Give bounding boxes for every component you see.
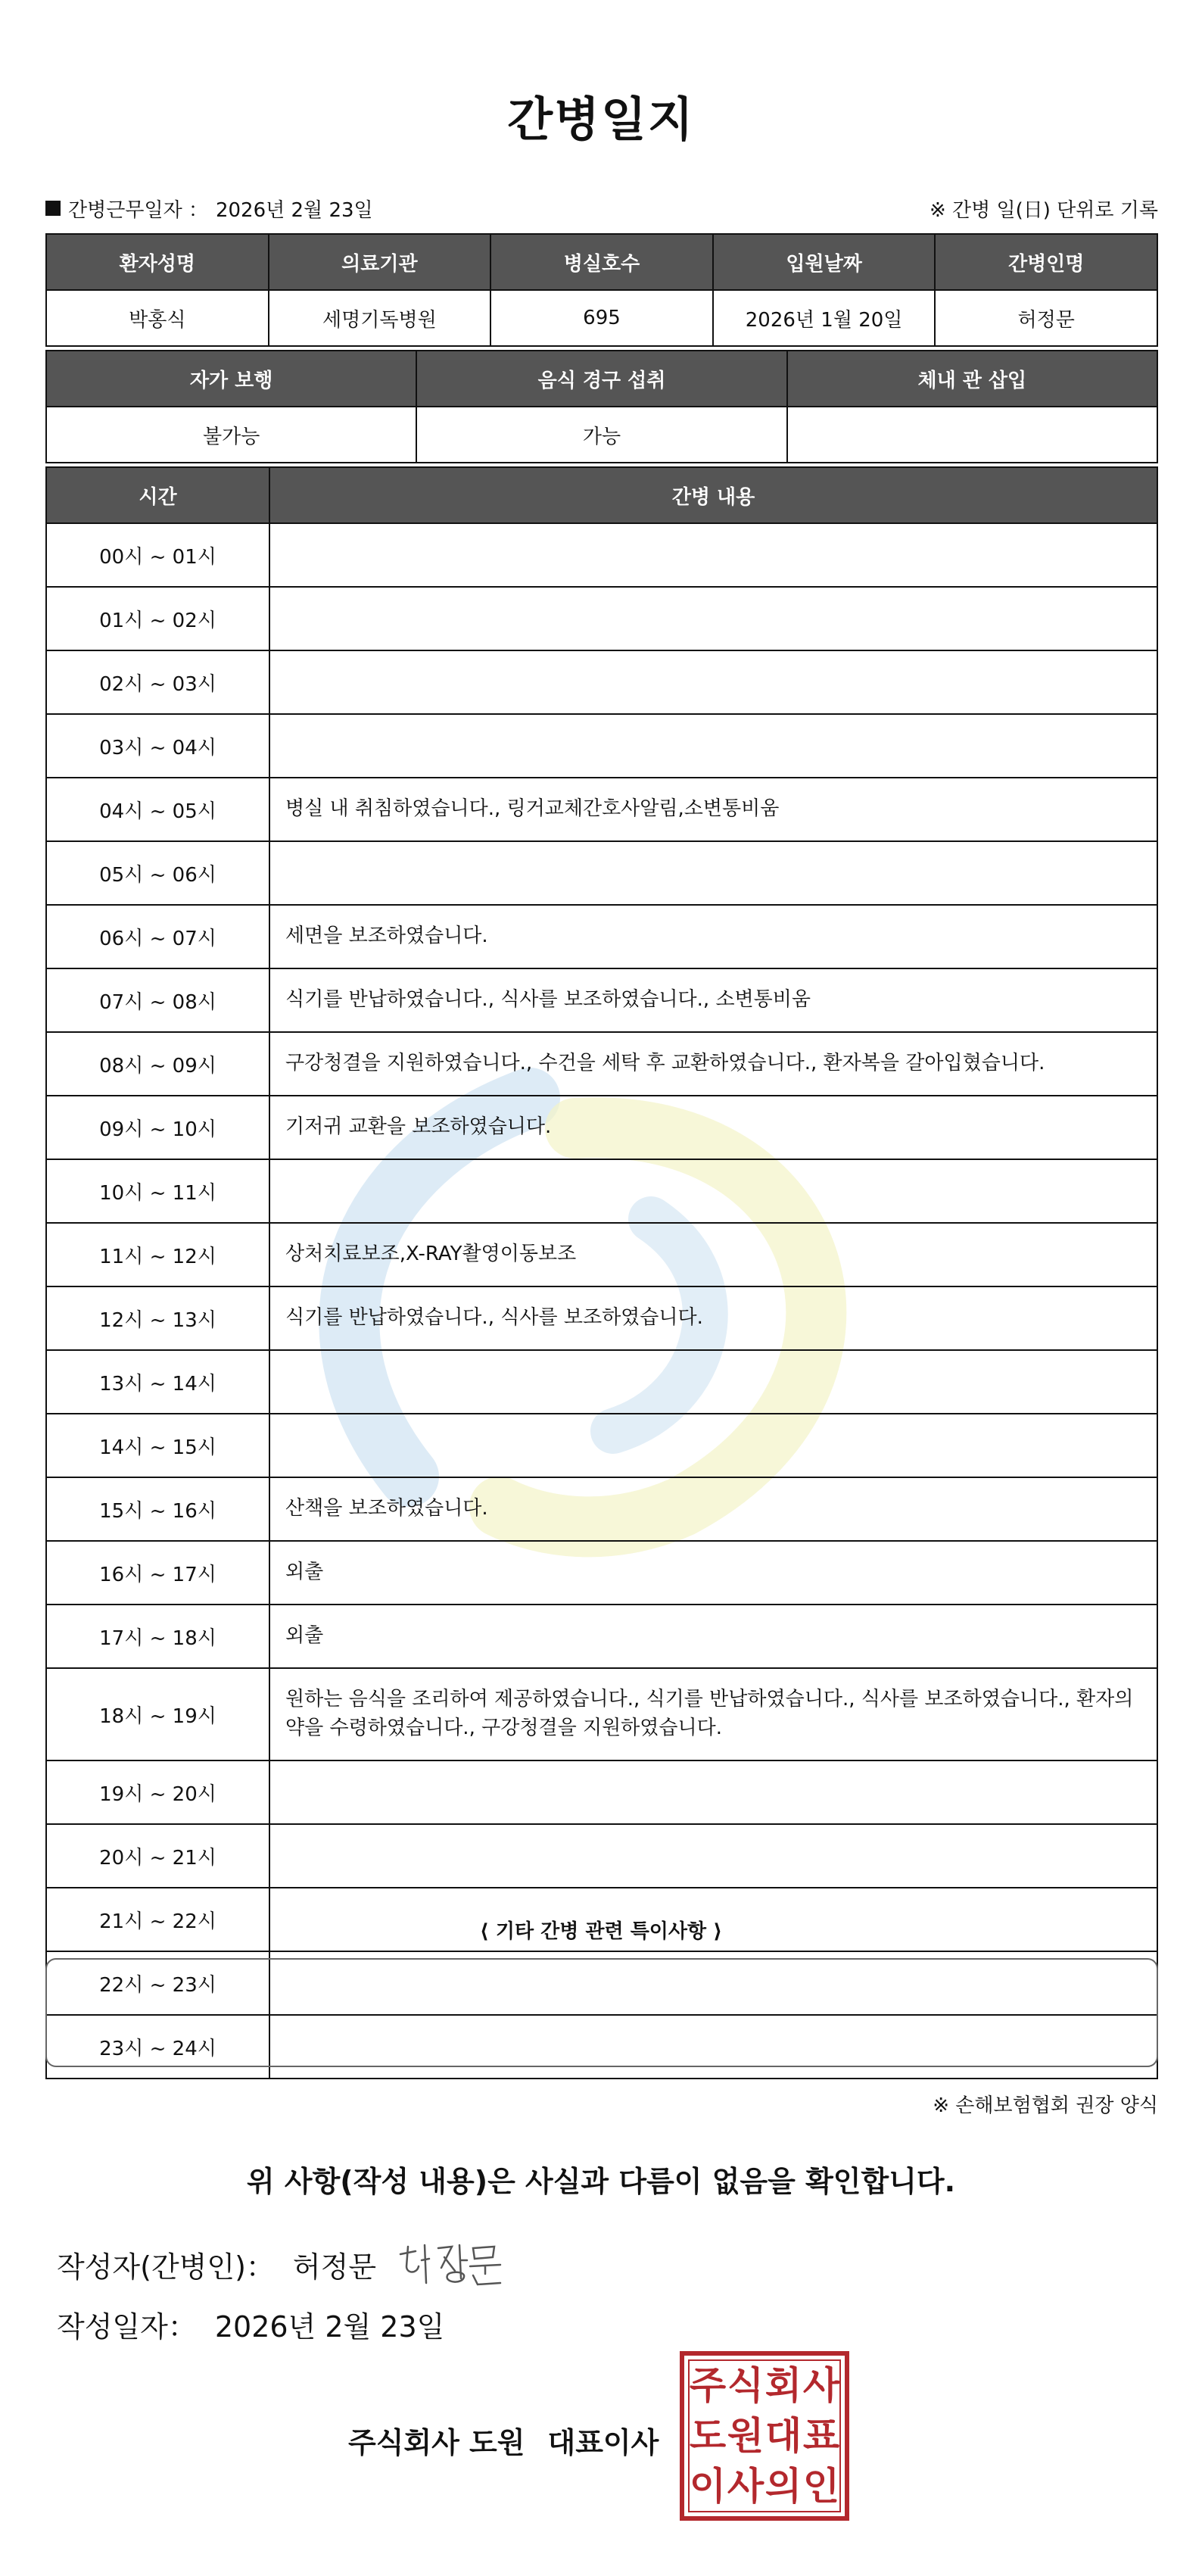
care-log-row: [46, 1760, 1157, 1824]
stamp-char: 사: [727, 2464, 764, 2509]
care-log-content: [269, 587, 1157, 650]
care-log-time: 11시 ~ 12시: [46, 1223, 269, 1286]
header-room-number: 병실호수: [490, 234, 713, 290]
care-log-content: 원하는 음식을 조리하여 제공하였습니다., 식기를 반납하였습니다., 식사를 보조하였습니다., 환자의 약을 수령하였습니다., 구강청결을 지원하였습니다.: [269, 1668, 1157, 1760]
stamp-char: 회: [764, 2363, 802, 2408]
stamp-char: 도: [689, 2414, 727, 2458]
care-log-content: 외출: [269, 1541, 1157, 1605]
patient-name: 박홍식: [46, 290, 269, 346]
notes-box: [45, 1958, 1158, 2067]
self-walking-value: 불가능: [46, 407, 416, 463]
care-log-time: 02시 ~ 03시: [46, 650, 269, 714]
care-log-row: [46, 587, 1157, 650]
stamp-char: 원: [727, 2414, 764, 2458]
care-log-row: [46, 650, 1157, 714]
header-hospital: 의료기관: [269, 234, 491, 290]
confirmation-statement: 위 사항(작성 내용)은 사실과 다름이 없음을 확인합니다.: [246, 2165, 956, 2198]
stamp-char: 의: [764, 2464, 802, 2509]
care-log-row: [46, 1286, 1157, 1350]
care-log-time: 09시 ~ 10시: [46, 1096, 269, 1159]
admission-date: 2026년 1월 20일: [713, 290, 936, 346]
care-log-content: [269, 1760, 1157, 1824]
care-log-time: 00시 ~ 01시: [46, 523, 269, 587]
care-log-content: [269, 1414, 1157, 1477]
company-name: 주식회사 도원: [348, 2426, 525, 2459]
care-log-row: [46, 1541, 1157, 1605]
care-log-content: [269, 523, 1157, 587]
care-log-time: 22시 ~ 23시: [46, 1951, 269, 2015]
care-log-row: [46, 714, 1157, 778]
company-seal-stamp: [680, 2351, 849, 2521]
patient-info-table: [45, 233, 1158, 347]
care-log-content: 식기를 반납하였습니다., 식사를 보조하였습니다., 소변통비움: [269, 968, 1157, 1032]
care-log-row: [46, 841, 1157, 905]
care-log-row: [46, 1668, 1157, 1760]
square-bullet-icon: [45, 201, 61, 216]
stamp-char: 식: [727, 2363, 764, 2408]
page-title: 간병일지: [507, 92, 695, 147]
care-log-time: 12시 ~ 13시: [46, 1286, 269, 1350]
care-log-row: [46, 1605, 1157, 1668]
record-note: ※ 간병 일(日) 단위로 기록: [929, 198, 1158, 222]
care-log-time: 08시 ~ 09시: [46, 1032, 269, 1096]
care-log-content: 병실 내 취침하였습니다., 링거교체간호사알림,소변통비움: [269, 778, 1157, 841]
notes-title: ⟨ 기타 간병 관련 특이사항 ⟩: [479, 1920, 723, 1943]
care-log-row: [46, 1477, 1157, 1541]
header-time: 시간: [46, 467, 269, 523]
care-log-content: [269, 1159, 1157, 1223]
care-log-time: 14시 ~ 15시: [46, 1414, 269, 1477]
patient-status-table: [45, 350, 1158, 463]
care-log-time: 01시 ~ 02시: [46, 587, 269, 650]
patient-status-value-row: [46, 407, 1157, 463]
room-number: 695: [490, 290, 713, 346]
company-line: [348, 2419, 659, 2461]
care-log-time: 17시 ~ 18시: [46, 1605, 269, 1668]
work-date-value: 2026년 2월 23일: [215, 198, 373, 222]
care-log-time: 21시 ~ 22시: [46, 1888, 269, 1951]
care-log-time: 18시 ~ 19시: [46, 1668, 269, 1760]
hospital-name: 세명기독병원: [269, 290, 491, 346]
care-log-table: [45, 466, 1158, 2079]
handwritten-signature: [394, 2238, 508, 2291]
care-log-time: 19시 ~ 20시: [46, 1760, 269, 1824]
care-log-time: 10시 ~ 11시: [46, 1159, 269, 1223]
oral-intake-value: 가능: [416, 407, 786, 463]
care-log-time: 03시 ~ 04시: [46, 714, 269, 778]
stamp-char: 표: [802, 2414, 840, 2458]
patient-info-value-row: [46, 290, 1157, 346]
work-date-label: 간병근무일자 ：: [68, 198, 208, 222]
care-log-row: [46, 1032, 1157, 1096]
care-log-content: [269, 650, 1157, 714]
header-tube-insertion: 체내 관 삽입: [787, 351, 1157, 407]
stamp-char: 대: [764, 2414, 802, 2458]
header-self-walking: 자가 보행: [46, 351, 416, 407]
care-log-content: [269, 841, 1157, 905]
patient-status-header-row: [46, 351, 1157, 407]
care-log-content: 세면을 보조하였습니다.: [269, 905, 1157, 968]
work-date: [45, 195, 373, 223]
header-patient-name: 환자성명: [46, 234, 269, 290]
recommend-note: ※ 손해보험협회 권장 양식: [933, 2094, 1158, 2117]
header-caregiver-name: 간병인명: [935, 234, 1157, 290]
caregiver-name: 허정문: [935, 290, 1157, 346]
header-admission-date: 입원날짜: [713, 234, 936, 290]
care-log-content: 구강청결을 지원하였습니다., 수건을 세탁 후 교환하였습니다., 환자복을 갈아입혔습니다.: [269, 1032, 1157, 1096]
written-date-line: [57, 2303, 444, 2345]
care-log-time: 20시 ~ 21시: [46, 1824, 269, 1888]
header-care-content: 간병 내용: [269, 467, 1157, 523]
care-log-row: [46, 1350, 1157, 1414]
patient-info-header-row: [46, 234, 1157, 290]
care-log-row: [46, 1414, 1157, 1477]
company-title: 대표이사: [547, 2426, 659, 2459]
meta-row: [45, 193, 1158, 223]
writer-line: [57, 2238, 508, 2291]
header-oral-intake: 음식 경구 섭취: [416, 351, 786, 407]
written-date-value: 2026년 2월 23일: [214, 2310, 445, 2344]
care-log-row: [46, 968, 1157, 1032]
care-log-content: [269, 1824, 1157, 1888]
care-log-header-row: [46, 467, 1157, 523]
writer-name: 허정문: [292, 2250, 377, 2284]
tube-insertion-value: [787, 407, 1157, 463]
care-log-time: 04시 ~ 05시: [46, 778, 269, 841]
stamp-char: 주: [689, 2363, 727, 2408]
writer-label: 작성자(간병인)：: [57, 2250, 275, 2284]
care-log-row: [46, 778, 1157, 841]
care-log-time: 05시 ~ 06시: [46, 841, 269, 905]
care-log-content: 식기를 반납하였습니다., 식사를 보조하였습니다.: [269, 1286, 1157, 1350]
stamp-char: 인: [802, 2464, 840, 2509]
care-log-row: [46, 1159, 1157, 1223]
care-log-time: 15시 ~ 16시: [46, 1477, 269, 1541]
care-log-content: [269, 1350, 1157, 1414]
care-log-row: [46, 1096, 1157, 1159]
care-log-row: [46, 1824, 1157, 1888]
care-log-row: [46, 1223, 1157, 1286]
care-log-content: 외출: [269, 1605, 1157, 1668]
stamp-char: 사: [802, 2363, 840, 2408]
care-log-time: 23시 ~ 24시: [46, 2015, 269, 2079]
care-log-time: 06시 ~ 07시: [46, 905, 269, 968]
care-log-time: 16시 ~ 17시: [46, 1541, 269, 1605]
care-log-time: 13시 ~ 14시: [46, 1350, 269, 1414]
care-log-content: 산책을 보조하였습니다.: [269, 1477, 1157, 1541]
care-log-content: [269, 714, 1157, 778]
stamp-char: 이: [689, 2464, 727, 2509]
care-log-row: [46, 905, 1157, 968]
care-log-content: 상처치료보조,X-RAY촬영이동보조: [269, 1223, 1157, 1286]
care-log-row: [46, 523, 1157, 587]
care-log-content: 기저귀 교환을 보조하였습니다.: [269, 1096, 1157, 1159]
written-date-label: 작성일자：: [57, 2310, 197, 2344]
care-log-time: 07시 ~ 08시: [46, 968, 269, 1032]
